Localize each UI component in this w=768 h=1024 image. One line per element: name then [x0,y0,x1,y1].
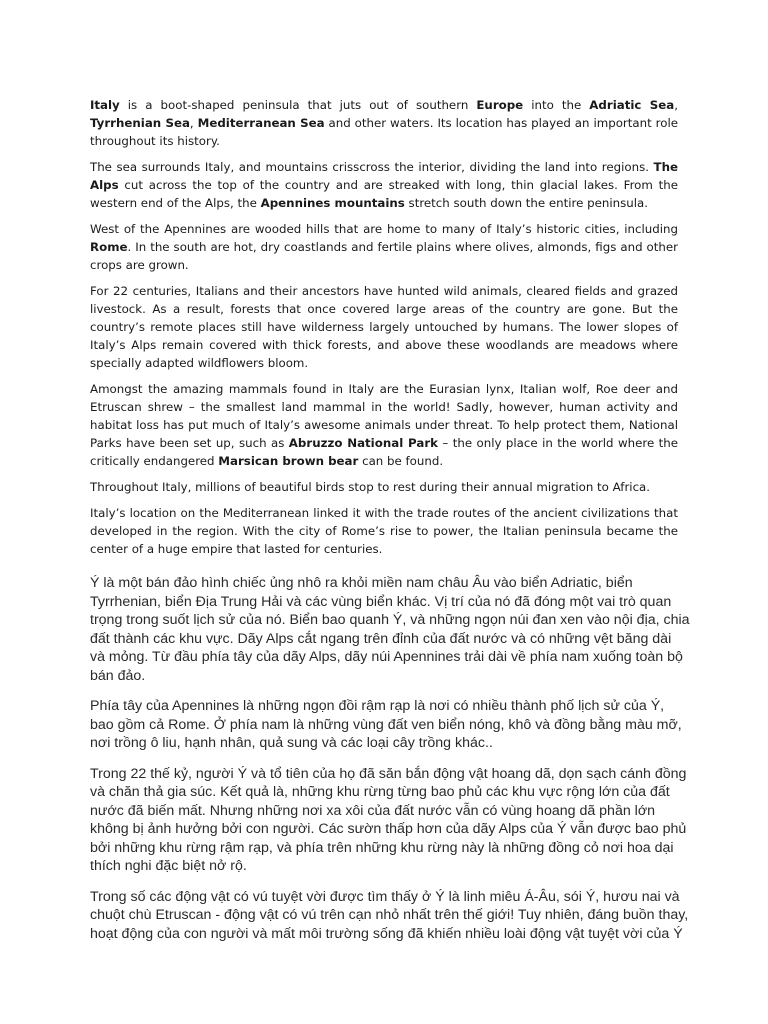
text-run: West of the Apennines are wooded hills that are home to many of Italy’s historic cities, including [90,222,678,236]
vietnamese-paragraph-2: Phía tây của Apennines là những ngọn đồi rậm rạp là nơi có nhiều thành phố lịch sử của Ý, bao gồm cả Rome. Ở phía nam là những vùng đất ven biển nóng, khô và đồng bằng màu mỡ, nơi trồng ô liu, hạnh nhân, quả sung và các loại cây trồng khác.. [90,698,682,751]
bold-term: Tyrrhenian Sea [90,116,190,130]
english-paragraph-3 [90,220,678,274]
bold-term: Abruzzo National Park [288,436,438,450]
text-run: and other waters. Its location has played an important role throughout its history. [90,116,678,148]
text-run: , [674,98,678,112]
english-paragraph-7: Italy’s location on the Mediterranean linked it with the trade routes of the ancient civilizations that developed in the region. With the city of Rome’s rise to power, the Italian peninsula became the center of a huge empire that lasted for centuries. [90,506,678,556]
text-run: – the only place in the world where the critically endangered [90,436,678,468]
vietnamese-paragraph-4: Trong số các động vật có vú tuyệt vời được tìm thấy ở Ý là linh miêu Á-Âu, sói Ý, hươu nai và chuột chù Etruscan - động vật có vú trên cạn nhỏ nhất trên thế giới! Tuy nhiên, đáng buồn thay, hoạt động của con người và mất môi trường sống đã khiến nhiều loài động vật tuyệt vời của Ý [90,888,689,942]
bold-term: Adriatic Sea [589,98,675,112]
text-run: can be found. [358,454,444,468]
english-paragraph-4: For 22 centuries, Italians and their ancestors have hunted wild animals, cleared fields and grazed livestock. As a result, forests that once covered large areas of the country are gone. But the country’s remote places still have wilderness largely untouched by humans. The lower slopes of Italy’s Alps remain covered with thick forests, and above these woodlands are meadows where specially adapted wildflowers bloom. [90,284,678,370]
text-run: . In the south are hot, dry coastlands and fertile plains where olives, almonds, figs and other crops are grown. [90,240,678,272]
bold-term: The Alps [90,160,678,192]
english-text-section [90,96,678,566]
bold-term: Marsican brown bear [218,454,359,468]
english-paragraph-1 [90,96,678,150]
english-paragraph-5 [90,380,678,470]
bold-term: Mediterranean Sea [197,116,325,130]
bold-term: Apennines mountains [260,196,405,210]
bold-term: Rome [90,240,128,254]
bold-term: Europe [476,98,524,112]
text-run: , [189,116,198,130]
vietnamese-paragraph-3: Trong 22 thế kỷ, người Ý và tổ tiên của họ đã săn bắn động vật hoang dã, dọn sạch cánh đồng và chăn thả gia súc. Kết quả là, những khu rừng từng bao phủ các khu vực rộng lớn của đất nước đã biến mất. Nhưng những nơi xa xôi của đất nước vẫn có vùng hoang dã phần lớn không bị ảnh hưởng bởi con người. Các sườn thấp hơn của dãy Alps của Ý vẫn được bao phủ bởi những khu rừng rậm rạp, và phía trên những khu rừng này là những đồng cỏ nơi hoa dại thích nghi đặc biệt nở rộ. [90,765,687,874]
text-run: Amongst the amazing mammals found in Italy are the Eurasian lynx, Italian wolf, Roe deer and Etruscan shrew – the smallest land mammal in the world! Sadly, however, human activity and habitat loss has put much of Italy’s awesome animals under threat. To help protect them, National Parks have been set up, such as [90,382,678,450]
bold-term: Italy [90,98,120,112]
text-run: cut across the top of the country and are streaked with long, thin glacial lakes. From the western end of the Alps, the [90,178,678,210]
vietnamese-text-section [90,574,690,955]
text-run: stretch south down the entire peninsula. [404,196,648,210]
english-paragraph-2 [90,158,678,212]
text-run: is a boot-shaped peninsula that juts out of southern [119,98,477,112]
vietnamese-paragraph-1: Ý là một bán đảo hình chiếc ủng nhô ra khỏi miền nam châu Âu vào biển Adriatic, biển Tyrrhenian, biển Địa Trung Hải và các vùng biển khác. Vị trí của nó đã đóng một vai trò quan trọng trong suốt lịch sử của nó. Biển bao quanh Ý, và những ngọn núi đan xen vào nội địa, chia đất thành các khu vực. Dãy Alps cắt ngang trên đỉnh của đất nước và có những vệt băng dài và mỏng. Từ đầu phía tây của dãy Alps, dãy núi Apennines trải dài về phía nam xuống toàn bộ bán đảo. [90,575,690,684]
text-run: The sea surrounds Italy, and mountains crisscross the interior, dividing the land into regions. [90,160,654,174]
english-paragraph-6: Throughout Italy, millions of beautiful birds stop to rest during their annual migration to Africa. [90,480,651,494]
text-run: into the [523,98,590,112]
